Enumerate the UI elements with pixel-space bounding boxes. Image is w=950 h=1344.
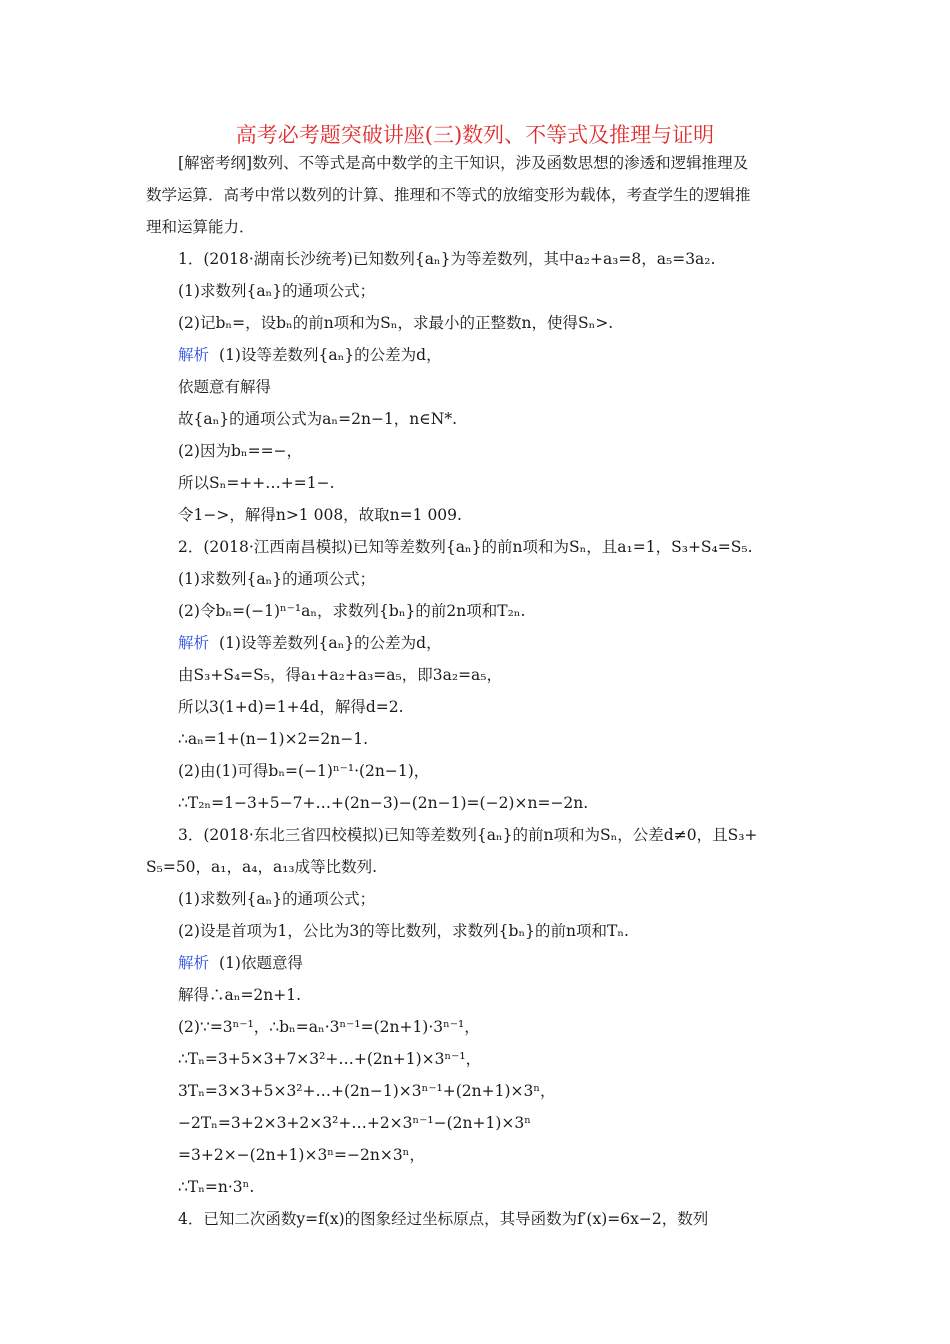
text-line	[178, 920, 629, 942]
text-line	[178, 952, 303, 974]
text-line	[178, 984, 301, 1006]
line-text: ∴T₂ₙ=1−3+5−7+…+(2n−3)−(2n−1)=(−2)×n=−2n.	[178, 794, 589, 812]
line-text: 理和运算能力．	[146, 218, 255, 236]
line-text: (2)记bₙ=，设bₙ的前n项和为Sₙ，求最小的正整数n，使得Sₙ>.	[178, 314, 614, 332]
text-line	[178, 1080, 556, 1102]
line-text: (2)由(1)可得bₙ=(−1)ⁿ⁻¹·(2n−1)，	[178, 762, 430, 780]
text-line	[178, 1016, 480, 1038]
line-text: −2Tₙ=3+2×3+2×3²+…+2×3ⁿ⁻¹−(2n+1)×3ⁿ	[178, 1114, 531, 1132]
text-line	[178, 504, 462, 526]
text-line	[146, 856, 377, 878]
line-text: 数学运算．高考中常以数列的计算、推理和不等式的放缩变形为载体，考查学生的逻辑推	[146, 186, 751, 204]
text-line	[178, 760, 429, 782]
solution-label: 解析	[178, 954, 210, 972]
text-line	[178, 728, 368, 750]
text-line	[178, 344, 442, 366]
text-line	[178, 632, 442, 654]
line-text: (2)设是首项为1，公比为3的等比数列，求数列{bₙ}的前n项和Tₙ.	[178, 922, 629, 940]
text-line	[178, 248, 715, 270]
line-text: 依题意有解得	[178, 378, 272, 396]
line-text: (2)令bₙ=(−1)ⁿ⁻¹aₙ，求数列{bₙ}的前2n项和T₂ₙ.	[178, 602, 526, 620]
line-text: 由S₃+S₄=S₅，得a₁+a₂+a₃=a₅，即3a₂=a₅，	[178, 666, 503, 684]
text-line	[178, 792, 588, 814]
line-text: (2)因为bₙ==−，	[178, 442, 303, 460]
text-line	[178, 1048, 481, 1070]
line-text: (2)∵=3ⁿ⁻¹，∴bₙ=aₙ·3ⁿ⁻¹=(2n+1)·3ⁿ⁻¹，	[178, 1018, 480, 1036]
line-text: 令1−>，解得n>1 008，故取n=1 009.	[178, 506, 462, 524]
solution-label: 解析	[178, 346, 210, 364]
text-line	[178, 376, 271, 398]
line-text: S₅=50，a₁，a₄，a₁₃成等比数列.	[146, 858, 378, 876]
line-text: 所以Sₙ=++…+=1−.	[178, 474, 335, 492]
text-line	[178, 696, 404, 718]
line-text: 解得∴aₙ=2n+1.	[178, 986, 302, 1004]
text-line	[178, 536, 753, 558]
line-text: (1)求数列{aₙ}的通项公式；	[178, 282, 376, 300]
line-text: ∴Tₙ=3+5×3+7×3²+…+(2n+1)×3ⁿ⁻¹，	[178, 1050, 482, 1068]
line-text: 2．(2018·江西南昌模拟)已知等差数列{aₙ}的前n项和为Sₙ，且a₁=1，S₃+S₄=S₅.	[178, 538, 753, 556]
text-line	[178, 1176, 254, 1198]
line-text: 1．(2018·湖南长沙统考)已知数列{aₙ}为等差数列，其中a₂+a₃=8，a₅=3a₂.	[178, 250, 716, 268]
text-line	[178, 888, 375, 910]
text-line	[178, 568, 375, 590]
text-line	[178, 1208, 708, 1230]
text-line	[146, 216, 255, 238]
text-line	[178, 664, 502, 686]
document-title: 高考必考题突破讲座(三)数列、不等式及推理与证明	[235, 123, 715, 147]
text-line	[178, 280, 375, 302]
text-line	[178, 824, 757, 846]
line-text: (1)求数列{aₙ}的通项公式；	[178, 890, 376, 908]
line-text: 所以3(1+d)=1+4d，解得d=2.	[178, 698, 404, 716]
text-line	[178, 408, 457, 430]
text-line	[178, 440, 302, 462]
text-line	[146, 184, 751, 206]
line-text: 3Tₙ=3×3+5×3²+…+(2n−1)×3ⁿ⁻¹+(2n+1)×3ⁿ，	[178, 1082, 556, 1100]
text-line	[178, 472, 335, 494]
line-text: 4．已知二次函数y=f(x)的图象经过坐标原点，其导函数为f′(x)=6x−2，数列	[178, 1210, 709, 1228]
line-text: 故{aₙ}的通项公式为aₙ=2n−1，n∈N*.	[178, 410, 457, 428]
line-text: ∴aₙ=1+(n−1)×2=2n−1.	[178, 730, 369, 748]
text-line	[178, 600, 525, 622]
text-line	[178, 1144, 425, 1166]
line-text: (1)设等差数列{aₙ}的公差为d，	[219, 346, 442, 364]
solution-label: 解析	[178, 634, 210, 652]
line-text: =3+2×−(2n+1)×3ⁿ=−2n×3ⁿ，	[178, 1146, 425, 1164]
text-line	[178, 152, 748, 174]
line-text: (1)依题意得	[219, 954, 303, 972]
line-text: (1)设等差数列{aₙ}的公差为d，	[219, 634, 442, 652]
text-line	[178, 312, 613, 334]
line-text: 3．(2018·东北三省四校模拟)已知等差数列{aₙ}的前n项和为Sₙ，公差d≠0，且S₃+	[178, 826, 758, 844]
line-text: [解密考纲]数列、不等式是高中数学的主干知识，涉及函数思想的渗透和逻辑推理及	[178, 154, 749, 172]
line-text: ∴Tₙ=n·3ⁿ.	[178, 1178, 255, 1196]
text-line	[178, 1112, 531, 1134]
line-text: (1)求数列{aₙ}的通项公式；	[178, 570, 376, 588]
